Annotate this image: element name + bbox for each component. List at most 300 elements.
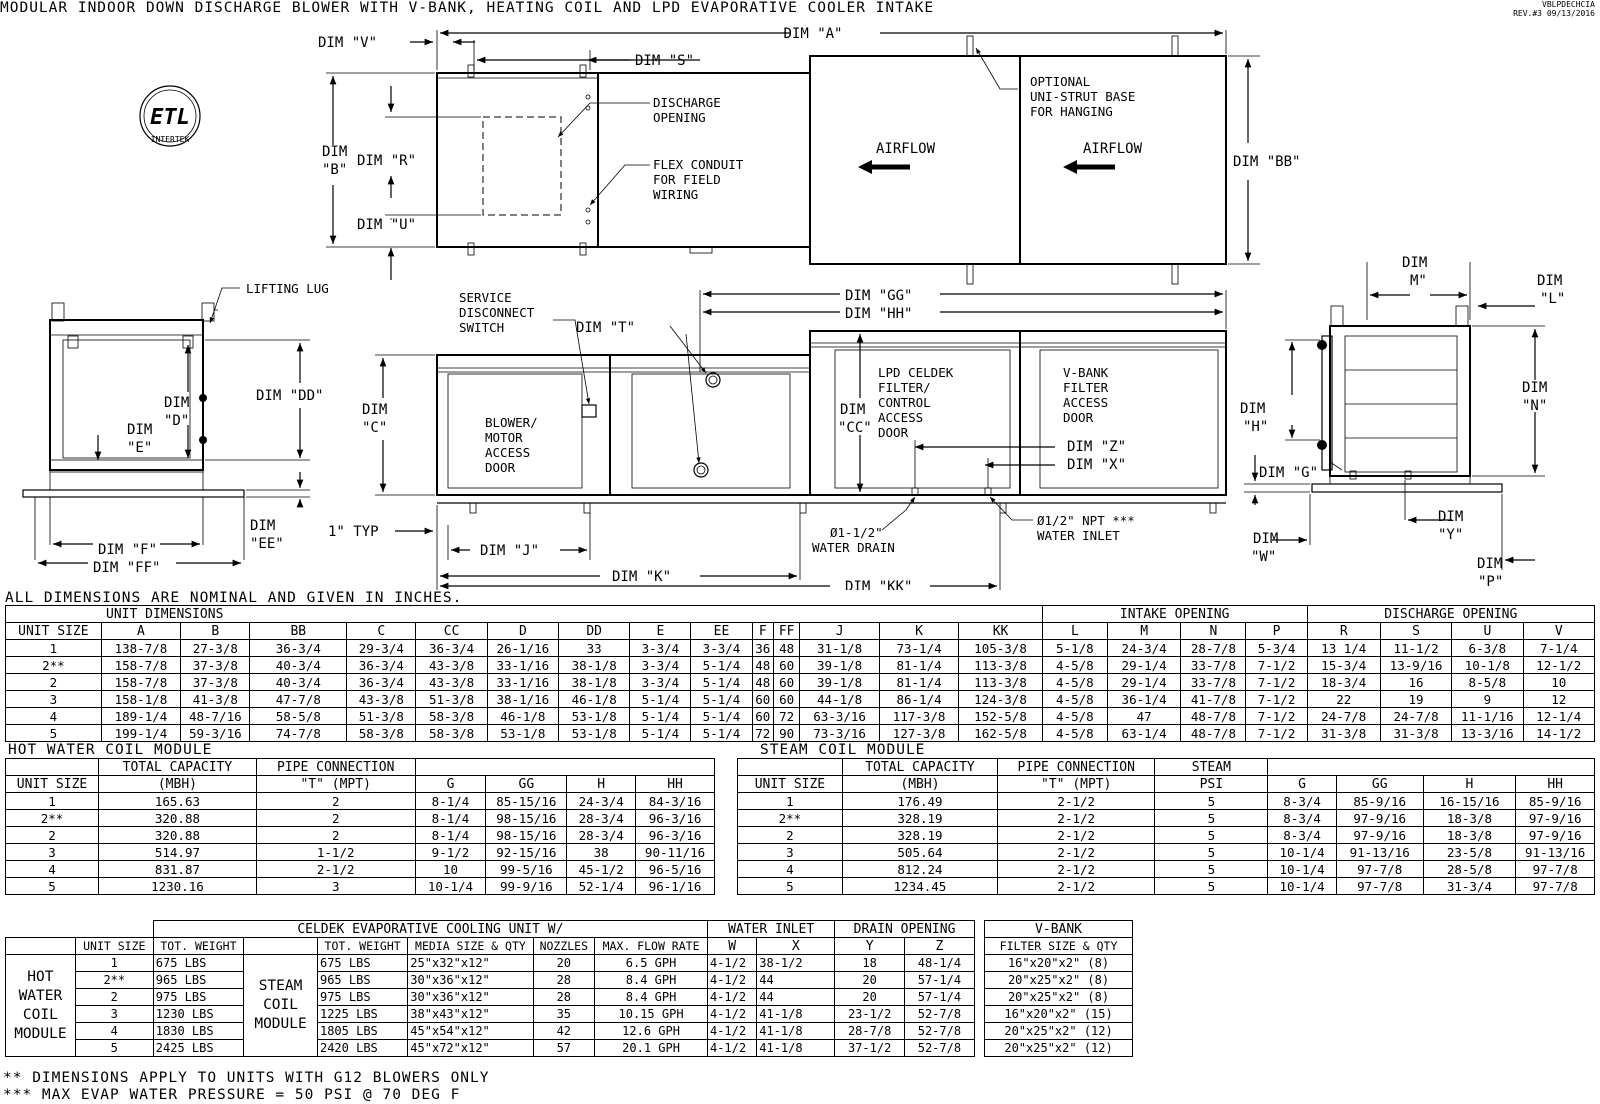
table-row (6, 708, 1595, 725)
unit-cell: 4-5/8 (1042, 674, 1107, 691)
dim-cc-label-2: "CC" (838, 420, 872, 436)
hot-water-cell: 2 (256, 827, 415, 844)
celdek-cell: 675 LBS (317, 955, 407, 972)
dim-p-label-1: DIM (1477, 556, 1503, 572)
table-row (738, 861, 1595, 878)
hot-water-module-text: HOT (27, 968, 54, 985)
celdek-nozzles-header: NOZZLES (533, 938, 595, 955)
celdek-filter-header: FILTER SIZE & QTY (985, 938, 1133, 955)
table-row (6, 1006, 1133, 1023)
celdek-flow-header: MAX. FLOW RATE (595, 938, 708, 955)
steam-cell: 85-9/16 (1516, 793, 1595, 810)
unit-cell: 4-5/8 (1042, 725, 1107, 742)
dim-g-label: DIM "G" (1259, 465, 1319, 481)
dim-e-label-2: "E" (127, 440, 153, 456)
unit-cell: 72 (752, 725, 773, 742)
table-row (6, 640, 1595, 657)
unit-cell: 199-1/4 (101, 725, 180, 742)
unit-col-header-kk: KK (959, 623, 1043, 640)
right-end-view (1244, 262, 1548, 570)
hot-water-cell: 9-1/2 (415, 844, 486, 861)
unit-cell: 47 (1107, 708, 1180, 725)
celdek-unit-cell: 1 (75, 955, 153, 972)
dim-b-label-1: DIM (322, 144, 348, 160)
celdek-cell: 8.4 GPH (595, 989, 708, 1006)
unit-col-header-d: D (487, 623, 558, 640)
steam-module-text: MODULE (254, 1016, 307, 1032)
hw-mbh-header: (MBH) (99, 776, 257, 793)
unit-cell: 12-1/4 (1523, 708, 1594, 725)
celdek-unit-cell: 3 (75, 1006, 153, 1023)
steam-cell: 5 (738, 878, 843, 895)
hot-water-cell: 84-3/16 (636, 793, 715, 810)
unit-col-header-n: N (1181, 623, 1246, 640)
unit-cell: 33-7/8 (1181, 674, 1246, 691)
unit-cell: 5-1/8 (1042, 640, 1107, 657)
unit-cell: 63-3/16 (800, 708, 879, 725)
hot-water-module-label (6, 955, 76, 1057)
unit-col-header-s: S (1380, 623, 1451, 640)
lpd-door-label-2: FILTER/ (878, 380, 931, 395)
celdek-cell: 35 (533, 1006, 595, 1023)
celdek-cell: 41-1/8 (757, 1006, 835, 1023)
celdek-cell: 44 (757, 972, 835, 989)
hot-water-module-text: WATER (18, 987, 63, 1004)
unit-col-header-m: M (1107, 623, 1180, 640)
hot-water-cell: 96-1/16 (636, 878, 715, 895)
etl-logo-text: ETL (150, 105, 190, 130)
st-pipe-header: PIPE CONNECTION (998, 759, 1155, 776)
celdek-hw-weight-cell: 1830 LBS (153, 1023, 243, 1040)
dim-w-label-2: "W" (1251, 549, 1277, 565)
unit-cell: 51-3/8 (347, 708, 416, 725)
dim-n-label-2: "N" (1522, 398, 1548, 414)
plan-view (326, 30, 1260, 284)
hot-water-cell: 96-3/16 (636, 810, 715, 827)
dim-p-label-2: "P" (1478, 574, 1504, 590)
steam-cell: 328.19 (842, 827, 997, 844)
vbank-filter-cell: 20"x25"x2" (12) (985, 1023, 1133, 1040)
unit-cell: 41-3/8 (181, 691, 250, 708)
drawing-code: VBLPDECHCIA (1542, 0, 1595, 9)
dim-c-label-2: "C" (362, 420, 388, 436)
hot-water-cell: 28-3/4 (567, 810, 636, 827)
unit-cell: 36-1/4 (1107, 691, 1180, 708)
st-capacity-header: TOTAL CAPACITY (842, 759, 997, 776)
steam-cell: 18-3/8 (1423, 827, 1516, 844)
hot-water-cell: 90-11/16 (636, 844, 715, 861)
unit-cell: 63-1/4 (1107, 725, 1180, 742)
unit-cell: 11-1/16 (1452, 708, 1523, 725)
unit-cell: 48 (752, 657, 773, 674)
unit-cell: 105-3/8 (959, 640, 1043, 657)
unit-cell: 4 (6, 708, 102, 725)
unit-cell: 22 (1307, 691, 1380, 708)
unit-cell: 31-1/8 (800, 640, 879, 657)
steam-cell: 2-1/2 (998, 810, 1155, 827)
hot-water-cell: 28-3/4 (567, 827, 636, 844)
steam-cell: 97-9/16 (1336, 810, 1423, 827)
unit-cell: 43-3/8 (347, 691, 416, 708)
unit-cell: 40-3/4 (250, 674, 347, 691)
steam-cell: 10-1/4 (1268, 878, 1337, 895)
celdek-cell: 20.1 GPH (595, 1040, 708, 1057)
unit-cell: 43-3/8 (416, 674, 487, 691)
unit-cell: 36-3/4 (250, 640, 347, 657)
unit-table-header-row (6, 623, 1595, 640)
unit-cell: 158-1/8 (101, 691, 180, 708)
unit-cell: 16 (1380, 674, 1451, 691)
unit-cell: 48 (773, 640, 799, 657)
unit-table-group-row (6, 606, 1595, 623)
unit-cell: 4-5/8 (1042, 708, 1107, 725)
unit-cell: 3-3/4 (691, 640, 752, 657)
dim-l-label-2: "L" (1540, 291, 1566, 307)
steam-cell: 97-9/16 (1516, 810, 1595, 827)
steam-cell: 97-7/8 (1336, 861, 1423, 878)
unit-cell: 10-1/8 (1452, 657, 1523, 674)
table-row (6, 793, 715, 810)
steam-cell: 1 (738, 793, 843, 810)
hot-water-cell: 99-5/16 (486, 861, 567, 878)
table-row (738, 793, 1595, 810)
steam-body (738, 793, 1595, 895)
unit-cell: 13 1/4 (1307, 640, 1380, 657)
hot-water-cell: 10-1/4 (415, 878, 486, 895)
unit-cell: 7-1/2 (1246, 657, 1307, 674)
dim-f-label: DIM "F" (98, 542, 158, 558)
celdek-cell: 10.15 GPH (595, 1006, 708, 1023)
dim-hh-label: DIM "HH" (845, 306, 913, 322)
dim-h-label-1: DIM (1240, 401, 1266, 417)
drawing-title: MODULAR INDOOR DOWN DISCHARGE BLOWER WITH V-BANK, HEATING COIL AND LPD EVAPORATIVE COOLER INTAKE (0, 0, 935, 16)
celdek-cell: 975 LBS (317, 989, 407, 1006)
unit-cell: 7-1/2 (1246, 674, 1307, 691)
column-gap (974, 955, 984, 972)
hot-water-title: HOT WATER COIL MODULE (8, 742, 213, 758)
unit-cell: 24-7/8 (1380, 708, 1451, 725)
steam-cell: 97-7/8 (1516, 861, 1595, 878)
unit-cell: 47-7/8 (250, 691, 347, 708)
unit-cell: 58-3/8 (416, 725, 487, 742)
celdek-cell: 30"x36"x12" (408, 989, 533, 1006)
celdek-cell: 38-1/2 (757, 955, 835, 972)
celdek-cell: 4-1/2 (707, 972, 756, 989)
steam-cell: 812.24 (842, 861, 997, 878)
unit-cell: 46-1/8 (487, 708, 558, 725)
dim-j-label: DIM "J" (480, 543, 540, 559)
unit-cell: 158-7/8 (101, 657, 180, 674)
steam-cell: 10-1/4 (1268, 861, 1337, 878)
unit-cell: 31-3/8 (1380, 725, 1451, 742)
unit-cell: 158-7/8 (101, 674, 180, 691)
unit-cell: 39-1/8 (800, 657, 879, 674)
unit-col-header-l: L (1042, 623, 1107, 640)
unit-cell: 138-7/8 (101, 640, 180, 657)
unit-col-header-j: J (800, 623, 879, 640)
hot-water-cell: 5 (6, 878, 99, 895)
hot-water-cell: 2 (256, 810, 415, 827)
unit-cell: 113-3/8 (959, 674, 1043, 691)
unit-cell: 5-1/4 (691, 725, 752, 742)
unit-cell: 86-1/4 (879, 691, 958, 708)
steam-cell: 31-3/4 (1423, 878, 1516, 895)
unit-cell: 60 (773, 691, 799, 708)
unit-cell: 2** (6, 657, 102, 674)
st-psi-header: PSI (1155, 776, 1268, 793)
celdek-cell: 25"x32"x12" (408, 955, 533, 972)
steam-header-row-1 (738, 759, 1595, 776)
celdek-x-header: X (757, 938, 835, 955)
unit-col-header-unit-size: UNIT SIZE (6, 623, 102, 640)
unit-cell: 113-3/8 (959, 657, 1043, 674)
unit-col-header-dd: DD (559, 623, 630, 640)
steam-cell: 8-3/4 (1268, 827, 1337, 844)
unit-cell: 81-1/4 (879, 657, 958, 674)
st-mpt-header: "T" (MPT) (998, 776, 1155, 793)
celdek-unit-size-header: UNIT SIZE (75, 938, 153, 955)
unit-cell: 46-1/8 (559, 691, 630, 708)
unit-col-header-r: R (1307, 623, 1380, 640)
hot-water-cell: 8-1/4 (415, 793, 486, 810)
steam-cell: 85-9/16 (1336, 793, 1423, 810)
hw-hh-header: HH (636, 776, 715, 793)
revision-date: 09/13/2016 (1546, 9, 1595, 18)
hw-capacity-header: TOTAL CAPACITY (99, 759, 257, 776)
celdek-y-header: Y (835, 938, 905, 955)
steam-cell: 505.64 (842, 844, 997, 861)
vbank-filter-cell: 20"x25"x2" (12) (985, 1040, 1133, 1057)
steam-cell: 2-1/2 (998, 827, 1155, 844)
hot-water-cell: 4 (6, 861, 99, 878)
optional-base-label-1: OPTIONAL (1030, 74, 1091, 89)
unit-cell: 59-3/16 (181, 725, 250, 742)
unit-col-header-v: V (1523, 623, 1594, 640)
unit-col-header-c: C (347, 623, 416, 640)
steam-title: STEAM COIL MODULE (760, 742, 926, 758)
celdek-cell: 4-1/2 (707, 1040, 756, 1057)
celdek-cell: 38"x43"x12" (408, 1006, 533, 1023)
steam-cell: 2-1/2 (998, 878, 1155, 895)
unit-cell: 5-1/4 (691, 708, 752, 725)
airflow-label-2: AIRFLOW (1083, 141, 1143, 157)
celdek-cell: 44 (757, 989, 835, 1006)
unit-cell: 2 (6, 674, 102, 691)
celdek-unit-cell: 5 (75, 1040, 153, 1057)
unit-cell: 12-1/2 (1523, 657, 1594, 674)
celdek-cell: 41-1/8 (757, 1023, 835, 1040)
unit-cell: 15-3/4 (1307, 657, 1380, 674)
table-row (6, 691, 1595, 708)
celdek-cell: 965 LBS (317, 972, 407, 989)
unit-cell: 5-1/4 (691, 657, 752, 674)
celdek-cell: 37-1/2 (835, 1040, 905, 1057)
celdek-cell: 6.5 GPH (595, 955, 708, 972)
celdek-table (5, 920, 1133, 1057)
hw-gg-header: GG (486, 776, 567, 793)
unit-col-header-u: U (1452, 623, 1523, 640)
service-switch-label-1: SERVICE (459, 290, 512, 305)
unit-cell: 189-1/4 (101, 708, 180, 725)
hot-water-cell: 320.88 (99, 810, 257, 827)
unit-cell: 162-5/8 (959, 725, 1043, 742)
discharge-opening-group: DISCHARGE OPENING (1307, 606, 1594, 623)
steam-cell: 91-13/16 (1516, 844, 1595, 861)
column-gap (974, 1023, 984, 1040)
hot-water-cell: 2** (6, 810, 99, 827)
steam-cell: 5 (1155, 810, 1268, 827)
unit-cell: 60 (773, 674, 799, 691)
steam-cell: 97-7/8 (1516, 878, 1595, 895)
column-gap (974, 1040, 984, 1057)
steam-cell: 16-15/16 (1423, 793, 1516, 810)
celdek-cell: 57-1/4 (905, 972, 975, 989)
hot-water-cell: 10 (415, 861, 486, 878)
hot-water-cell: 38 (567, 844, 636, 861)
unit-cell: 10 (1523, 674, 1594, 691)
unit-cell: 27-3/8 (181, 640, 250, 657)
steam-cell: 8-3/4 (1268, 810, 1337, 827)
steam-cell: 5 (1155, 827, 1268, 844)
unit-cell: 38-1/8 (559, 674, 630, 691)
steam-cell: 97-7/8 (1336, 878, 1423, 895)
unit-cell: 60 (752, 708, 773, 725)
steam-cell: 18-3/8 (1423, 810, 1516, 827)
unit-cell: 36 (752, 640, 773, 657)
steam-cell: 2-1/2 (998, 793, 1155, 810)
hw-unit-size-header: UNIT SIZE (6, 776, 99, 793)
unit-col-header-bb: BB (250, 623, 347, 640)
blower-door-label-3: ACCESS (485, 445, 531, 460)
unit-cell: 29-1/4 (1107, 674, 1180, 691)
dim-gg-label: DIM "GG" (845, 288, 913, 304)
celdek-z-header: Z (905, 938, 975, 955)
celdek-cell: 4-1/2 (707, 989, 756, 1006)
lpd-door-label-1: LPD CELDEK (878, 365, 954, 380)
unit-cell: 14-1/2 (1523, 725, 1594, 742)
unit-col-header-f: F (752, 623, 773, 640)
dim-s-label: DIM "S" (635, 53, 695, 69)
dim-b-label-2: "B" (322, 162, 348, 178)
unit-cell: 124-3/8 (959, 691, 1043, 708)
unit-cell: 38-1/16 (487, 691, 558, 708)
table-row (6, 725, 1595, 742)
unit-cell: 53-1/8 (487, 725, 558, 742)
unit-cell: 48-7/8 (1181, 708, 1246, 725)
unit-cell: 58-5/8 (250, 708, 347, 725)
unit-cell: 127-3/8 (879, 725, 958, 742)
unit-cell: 5-1/4 (691, 674, 752, 691)
unit-cell: 5-3/4 (1246, 640, 1307, 657)
dim-l-label-1: DIM (1537, 273, 1563, 289)
hot-water-cell: 99-9/16 (486, 878, 567, 895)
steam-cell: 8-3/4 (1268, 793, 1337, 810)
unit-cell: 36-3/4 (416, 640, 487, 657)
unit-cell: 7-1/2 (1246, 708, 1307, 725)
steam-cell: 10-1/4 (1268, 844, 1337, 861)
steam-cell: 2-1/2 (998, 861, 1155, 878)
unit-cell: 38-1/8 (559, 657, 630, 674)
celdek-header-row-1 (6, 921, 1133, 938)
dim-bb-label: DIM "BB" (1233, 154, 1301, 170)
table-row (6, 878, 715, 895)
unit-cell: 48 (752, 674, 773, 691)
vbank-door-label-3: ACCESS (1063, 395, 1109, 410)
discharge-opening-label-1: DISCHARGE (653, 95, 721, 110)
unit-cell: 7-1/4 (1523, 640, 1594, 657)
unit-cell: 33-7/8 (1181, 657, 1246, 674)
celdek-body (6, 955, 1133, 1057)
celdek-cell: 52-7/8 (905, 1023, 975, 1040)
footnote-1: ** DIMENSIONS APPLY TO UNITS WITH G12 BLOWERS ONLY (3, 1070, 490, 1086)
unit-cell: 5-1/4 (691, 691, 752, 708)
celdek-header-row-2 (6, 938, 1133, 955)
steam-cell: 4 (738, 861, 843, 878)
hot-water-cell: 98-15/16 (486, 810, 567, 827)
hot-water-table (5, 758, 715, 895)
table-row (6, 674, 1595, 691)
unit-col-header-k: K (879, 623, 958, 640)
unit-cell: 152-5/8 (959, 708, 1043, 725)
drain-opening-header: DRAIN OPENING (835, 921, 975, 938)
unit-col-header-cc: CC (416, 623, 487, 640)
hot-water-cell: 96-5/16 (636, 861, 715, 878)
table-row (6, 861, 715, 878)
vbank-door-label-4: DOOR (1063, 410, 1094, 425)
celdek-cell: 4-1/2 (707, 1023, 756, 1040)
dim-ff-label: DIM "FF" (93, 560, 161, 576)
unit-cell: 58-3/8 (347, 725, 416, 742)
steam-cell: 23-5/8 (1423, 844, 1516, 861)
celdek-hw-weight-cell: 975 LBS (153, 989, 243, 1006)
celdek-cell: 28 (533, 972, 595, 989)
vbank-filter-cell: 16"x20"x2" (15) (985, 1006, 1133, 1023)
dim-e-label-1: DIM (127, 422, 153, 438)
unit-cell: 5-1/4 (630, 691, 691, 708)
unit-cell: 48-7/16 (181, 708, 250, 725)
table-row (6, 955, 1133, 972)
steam-header-row-2 (738, 776, 1595, 793)
unit-cell: 24-7/8 (1307, 708, 1380, 725)
steam-cell: 2** (738, 810, 843, 827)
left-end-labels (93, 281, 329, 576)
hw-g-header: G (415, 776, 486, 793)
hot-water-cell: 8-1/4 (415, 827, 486, 844)
table-row (738, 844, 1595, 861)
unit-col-header-p: P (1246, 623, 1307, 640)
steam-cell: 2 (738, 827, 843, 844)
dim-z-label: DIM "Z" (1067, 439, 1127, 455)
dim-y-label-1: DIM (1438, 509, 1464, 525)
water-inlet-header: WATER INLET (707, 921, 834, 938)
unit-cell: 60 (752, 691, 773, 708)
vbank-door-label-1: V-BANK (1063, 365, 1109, 380)
dim-u-label: DIM "U" (357, 217, 417, 233)
celdek-w-header: W (707, 938, 756, 955)
footnote-2: *** MAX EVAP WATER PRESSURE = 50 PSI @ 70 DEG F (3, 1087, 461, 1103)
steam-cell: 97-9/16 (1336, 827, 1423, 844)
unit-cell: 81-1/4 (879, 674, 958, 691)
celdek-unit-cell: 2** (75, 972, 153, 989)
dim-x-label: DIM "X" (1067, 457, 1127, 473)
st-gg-header: GG (1336, 776, 1423, 793)
water-drain-label-1: Ø1-1/2" (830, 525, 883, 540)
celdek-cell: 23-1/2 (835, 1006, 905, 1023)
celdek-cell: 4-1/2 (707, 1006, 756, 1023)
dim-ee-label-1: DIM (250, 518, 276, 534)
celdek-hw-weight-cell: 965 LBS (153, 972, 243, 989)
unit-cell: 3-3/4 (630, 640, 691, 657)
